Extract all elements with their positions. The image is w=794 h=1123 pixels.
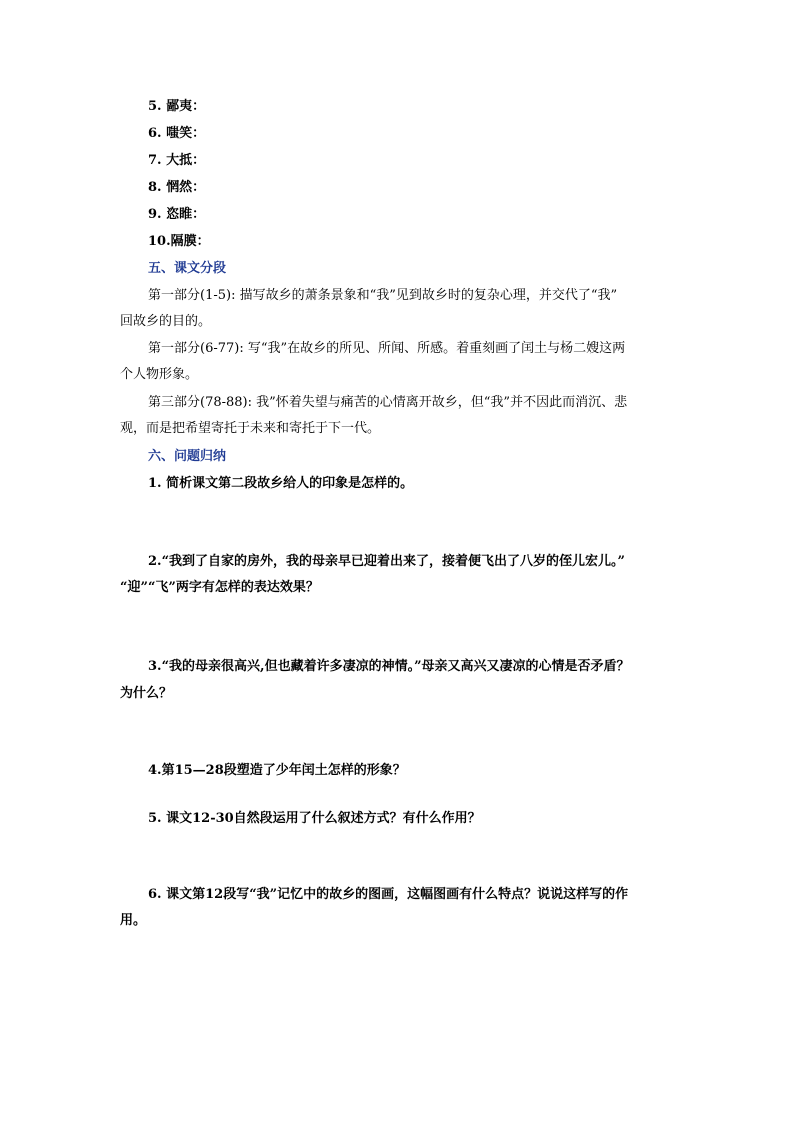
- section-heading-segmentation: 五、课文分段: [148, 261, 227, 276]
- question-2-line-1: 2.“我到了自家的房外，我的母亲早已迎着出来了，接着便飞出了八岁的侄儿宏儿。”: [148, 554, 626, 569]
- vocab-item-7: 7. 大抵：: [148, 153, 206, 168]
- part-2-line-2: 个人物形象。: [120, 367, 199, 382]
- question-1: 1. 简析课文第二段故乡给人的印象是怎样的。: [148, 476, 414, 491]
- question-5: 5. 课文12-30自然段运用了什么叙述方式？有什么作用？: [148, 811, 481, 826]
- part-3-line-1: 第三部分(78-88): 我”怀着失望与痛苦的心情离开故乡，但“我”并不因此而消沉、悲: [148, 395, 628, 410]
- question-3-line-1: 3.“我的母亲很高兴,但也藏着许多凄凉的神情。”母亲又高兴又凄凉的心情是否矛盾？: [148, 659, 630, 674]
- vocab-item-5: 5. 鄙夷：: [148, 99, 206, 114]
- vocab-item-10: 10.隔膜：: [148, 234, 210, 249]
- part-1-line-2: 回故乡的目的。: [120, 314, 212, 329]
- question-2-line-2: “迎”“飞”两字有怎样的表达效果？: [120, 580, 319, 595]
- part-2-line-1: 第一部分(6-77): 写“我”在故乡的所见、所闻、所感。着重刻画了闰土与杨二嫂这两: [148, 341, 626, 356]
- part-1-line-1: 第一部分(1-5): 描写故乡的萧条景象和“我”见到故乡时的复杂心理，并交代了“我”: [148, 288, 618, 303]
- part-3-line-2: 观，而是把希望寄托于未来和寄托于下一代。: [120, 421, 381, 436]
- vocab-item-6: 6. 嗤笑：: [148, 126, 206, 141]
- question-6-line-1: 6. 课文第12段写“我”记忆中的故乡的图画，这幅图画有什么特点？说说这样写的作: [148, 887, 629, 902]
- question-4: 4.第15—28段塑造了少年闰土怎样的形象？: [148, 763, 406, 778]
- section-heading-questions: 六、问题归纳: [148, 449, 227, 464]
- question-3-line-2: 为什么？: [120, 686, 173, 701]
- vocab-item-8: 8. 惘然：: [148, 180, 206, 195]
- question-6-line-2: 用。: [120, 913, 147, 928]
- vocab-item-9: 9. 恣睢：: [148, 207, 206, 222]
